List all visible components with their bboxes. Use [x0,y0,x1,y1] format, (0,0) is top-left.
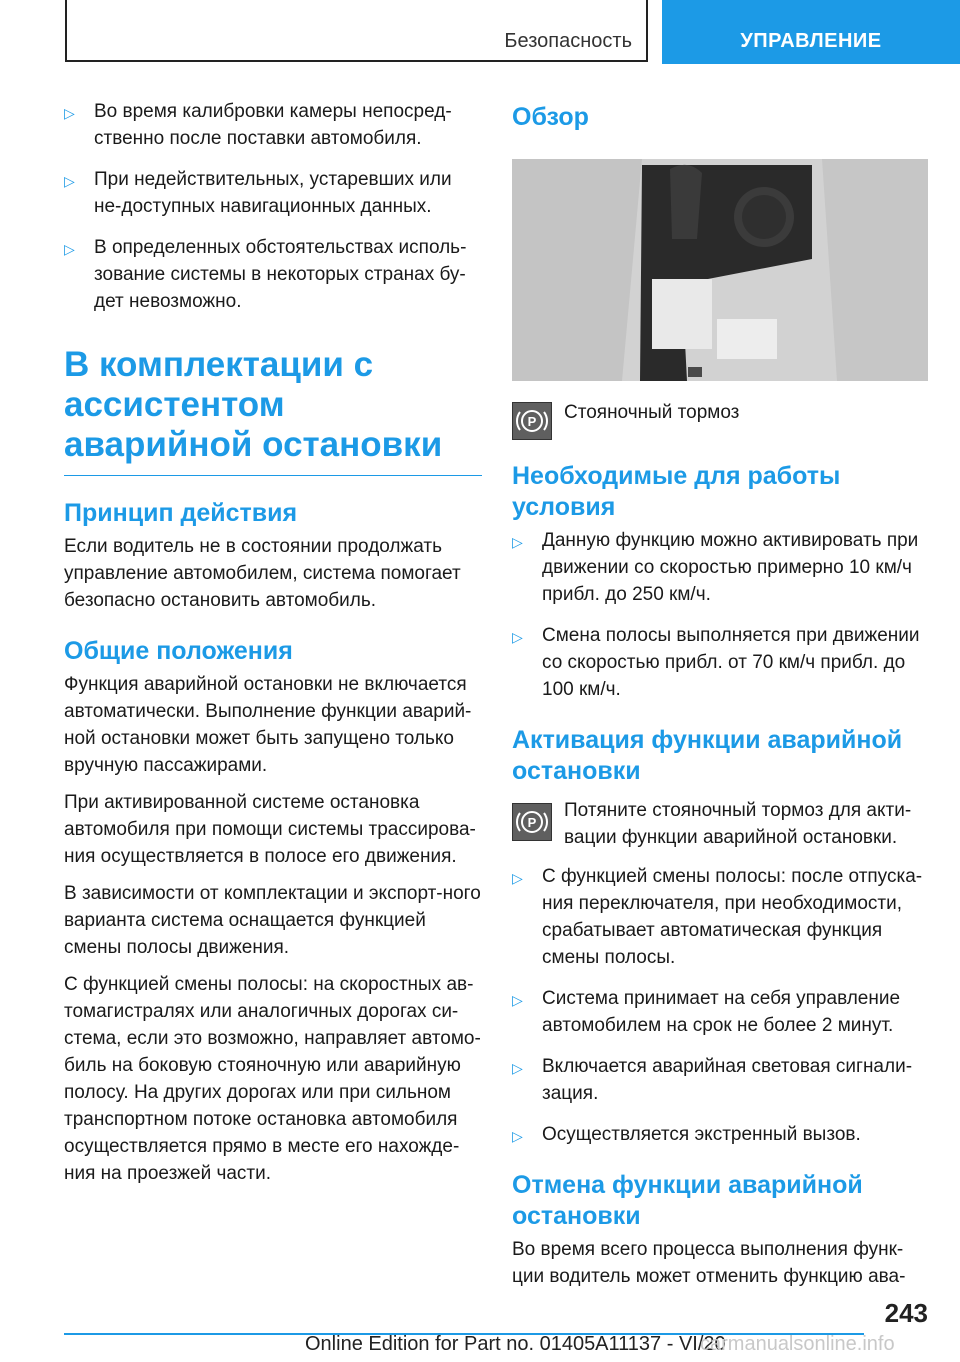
edition-text: Online Edition for Part no. 01405A11137 - VI/20 [305,1333,726,1355]
watermark-text: carmanualsonline.info [700,1333,895,1355]
parking-brake-caption-row [512,399,928,441]
center-console-photo [512,159,928,381]
cancel-text: Во время всего процесса выполнения функ-ции водитель может отменить функцию ава- [512,1239,906,1287]
principle-heading: Принцип действия [64,499,298,527]
triangle-bullet-icon: ▷ [512,870,523,886]
chapter-title: УПРАВЛЕНИЕ [740,30,882,52]
chapter-tab [662,0,960,64]
list-item: ▷ Данную функцию можно активировать при движении со скоростью примерно 10 км/ч прибл. до 250 км/ч. [512,530,919,605]
center-console-illustration [512,159,928,381]
list-item: ▷ Во время калибровки камеры непосред-ственно после поставки автомобиля. [64,101,452,149]
conditions-heading: Необходимые для работы условия [512,462,841,521]
list-item: ▷ С функцией смены полосы: после отпуска-ния переключателя, при необходимости, срабатывает автоматическая функция смены полосы. [512,866,923,968]
section-heading: В комплектации с ассистентом аварийной остановки [64,345,482,476]
triangle-bullet-icon: ▷ [512,992,523,1008]
general-heading: Общие положения [64,637,293,665]
triangle-bullet-icon: ▷ [512,1060,523,1076]
activation-icon-row [512,797,928,851]
list-item: ▷ Осуществляется экстренный вызов. [512,1121,928,1148]
page-header [0,0,960,66]
triangle-bullet-icon: ▷ [64,105,75,121]
list-item: ▷ При недействительных, устаревших или не-доступных навигационных данных. [64,169,452,217]
activation-instruction: Потяните стояночный тормоз для акти-вации функции аварийной остановки. [564,800,912,848]
general-paragraph: С функцией смены полосы: на скоростных ав-томагистралях или аналогичных дорогах си-стема, если это возможно, направляет автомо-биль на боковую стояночную или аварийную полосу. На других дорогах или при сильном транспортном потоке остановка автомобиля осуществляется прямо в месте его нахожде-ния на проезжей части. [64,974,481,1184]
cancel-heading: Отмена функции аварийной остановки [512,1171,863,1230]
list-item: ▷ Смена полосы выполняется при движении со скоростью прибл. от 70 км/ч прибл. до 100 км/ч. [512,625,920,700]
section-title: Безопасность [504,30,632,52]
parking-brake-icon [512,803,552,841]
svg-text:P: P [527,815,537,830]
section-tab [65,0,648,62]
list-item: ▷ В определенных обстоятельствах исполь-зование системы в некоторых странах бу-дет невозможно. [64,237,467,312]
page-number: 243 [884,1298,928,1328]
general-paragraph: В зависимости от комплектации и экспорт-ного варианта система оснащается функцией смены полосы движения. [64,883,481,958]
triangle-bullet-icon: ▷ [512,534,523,550]
overview-heading: Обзор [512,103,589,131]
right-column [512,98,928,1300]
parking-brake-icon [512,402,552,440]
activation-heading: Активация функции аварийной остановки [512,726,903,785]
triangle-bullet-icon: ▷ [64,241,75,257]
principle-text: Если водитель не в состоянии продолжать управление автомобилем, система помогает безопасно остановить автомобиль. [64,536,461,611]
triangle-bullet-icon: ▷ [512,1128,523,1144]
list-item: ▷ Система принимает на себя управление автомобилем на срок не более 2 минут. [512,988,901,1036]
left-column [64,98,482,1197]
general-paragraph: При активированной системе остановка автомобиля при помощи системы трассирова-ния осуществляется в полосе его движения. [64,792,476,867]
triangle-bullet-icon: ▷ [64,173,75,189]
svg-text:P: P [527,414,537,429]
parking-brake-caption: Стояночный тормоз [564,402,740,423]
list-item: ▷ Включается аварийная световая сигнали-зация. [512,1056,913,1104]
triangle-bullet-icon: ▷ [512,629,523,645]
general-paragraph: Функция аварийной остановки не включается автоматически. Выполнение функции аварий-ной остановки может быть запущено только вручную пассажирами. [64,674,472,776]
